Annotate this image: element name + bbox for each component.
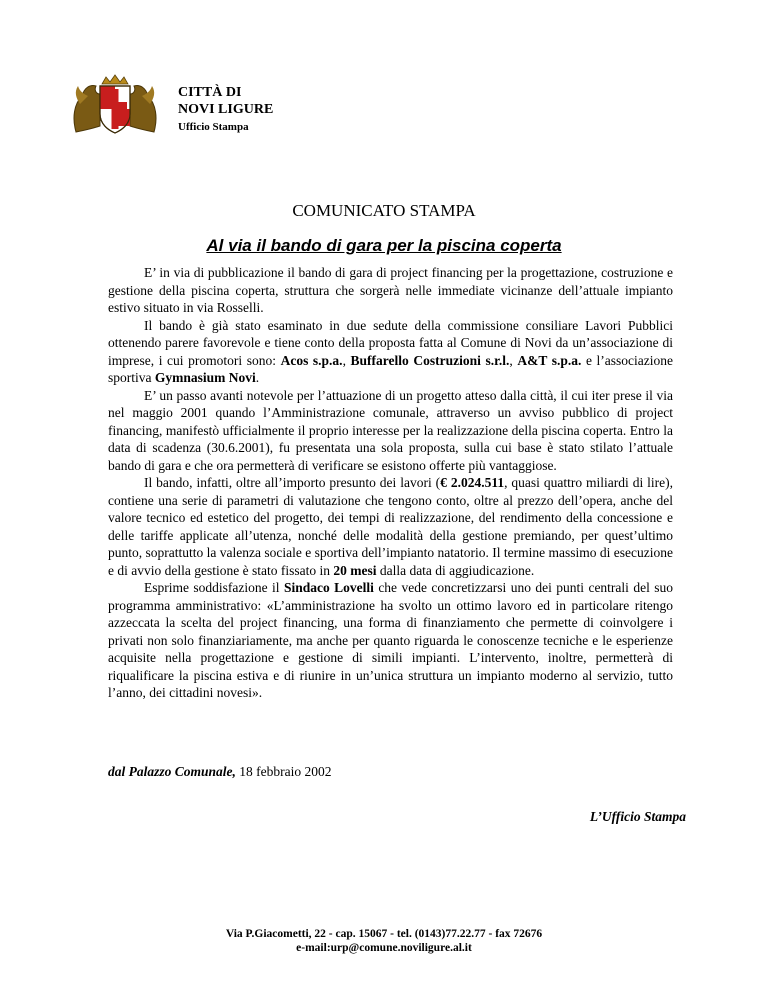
city-name-line2: NOVI LIGURE <box>178 102 274 117</box>
dateline-date: 18 febbraio 2002 <box>235 764 332 779</box>
body-paragraph-4 <box>108 474 673 579</box>
body-paragraph-5 <box>108 579 673 702</box>
text-run: , <box>509 352 518 368</box>
city-name-line1: CITTÀ DI <box>178 85 242 100</box>
text-run: dalla data di aggiudicazione. <box>376 562 535 578</box>
dateline-place: dal Palazzo Comunale, <box>108 764 236 779</box>
duration-value: 20 mesi <box>333 562 377 578</box>
text-run: e l’associazione sportiva <box>108 352 674 385</box>
text-run: Esprime soddisfazione il <box>144 580 284 595</box>
text-run: che vede concretizzarsi uno dei punti centrali del suo programma amministrativo: «L’amministrazione ha svolto un ottimo lavoro ed in particolare ritengo azzeccata la scelta del project financing, una forma di finanziamento che permette di coinvolgere i privati non solo finanziariamente, ma anche per quanto riguarda le conoscenze tecniche e le esperienze acquisite nella progettazione e gestione di simili impianti. L’intervento, inoltre, permetterà di riqualificare la piscina estiva e di riunire in un’unica struttura un impianto moderno al servizio, tutto l’anno, dei cittadini novesi». <box>108 580 673 700</box>
promoter-name: Gymnasium Novi <box>154 370 256 385</box>
office-name: Ufficio Stampa <box>178 121 249 133</box>
issuer-block <box>178 84 273 136</box>
text-run: , <box>342 352 351 368</box>
text-run: , quasi quattro miliardi di lire), contiene una serie di parametri di valutazione che tengono conto, oltre al prezzo dell’opera, anche del valore tecnico ed estetico del progetto, dei tempi di realizzazione, del rendimento della concessione e delle tariffe applicate all’utenza, nonché delle modalità della gestione premiando, per quest’ultimo punto, soprattutto la valenza sociale e sportiva dell’impianto natatorio. Il termine massimo di esecuzione e di avvio della gestione è stato fissato in <box>108 475 673 578</box>
footer-address: Via P.Giacometti, 22 - cap. 15067 - tel. (0143)77.22.77 - fax 72676 <box>225 928 543 940</box>
document-heading: COMUNICATO STAMPA <box>292 201 476 220</box>
text-run: . <box>255 370 260 385</box>
dateline <box>108 763 332 780</box>
body-paragraph-2 <box>108 317 673 387</box>
text-run: Il bando, infatti, oltre all’importo presunto dei lavori ( <box>144 475 441 490</box>
signature: L’Ufficio Stampa <box>589 809 686 824</box>
document-subheading: Al via il bando di gara per la piscina coperta <box>206 236 562 255</box>
municipal-crest-icon <box>70 74 160 136</box>
amount-value: € 2.024.511 <box>440 475 505 490</box>
promoter-name: Acos s.p.a. <box>280 352 343 368</box>
promoter-name: Buffarello Costruzioni s.r.l. <box>350 352 510 368</box>
footer-contact <box>0 927 768 955</box>
footer-email: e-mail:urp@comune.noviligure.al.it <box>296 942 472 954</box>
mayor-name: Sindaco Lovelli <box>283 580 374 595</box>
body-paragraph-3: E’ un passo avanti notevole per l’attuazione di un progetto atteso dalla città, il cui iter prese il via nel maggio 2001 quando l’Amministrazione comunale, attraverso un avviso pubblico di project financing, manifestò ufficialmente il proprio interesse per la realizzazione della piscina coperta. Entro la data di scadenza (30.6.2001), fu presentata una sola proposta, sulla cui base è stato stilato l’attuale bando di gara e che ora permetterà di verificare se esistono offerte più vantaggiose. <box>108 387 673 473</box>
text-run: Il bando è già stato esaminato in due sedute della commissione consiliare Lavori Pubblici ottenendo parere favorevole e tiene conto della proposta fatta al Comune di Novi da un’associazione di imprese, i cui promotori sono: <box>108 317 673 368</box>
press-release-body <box>108 264 673 702</box>
promoter-name: A&T s.p.a. <box>517 352 582 368</box>
body-paragraph-1: E’ in via di pubblicazione il bando di gara di project financing per la progettazione, costruzione e gestione della piscina coperta, struttura che sorgerà nelle immediate vicinanze dell’attuale impianto estivo situato in via Rosselli. <box>108 265 673 315</box>
